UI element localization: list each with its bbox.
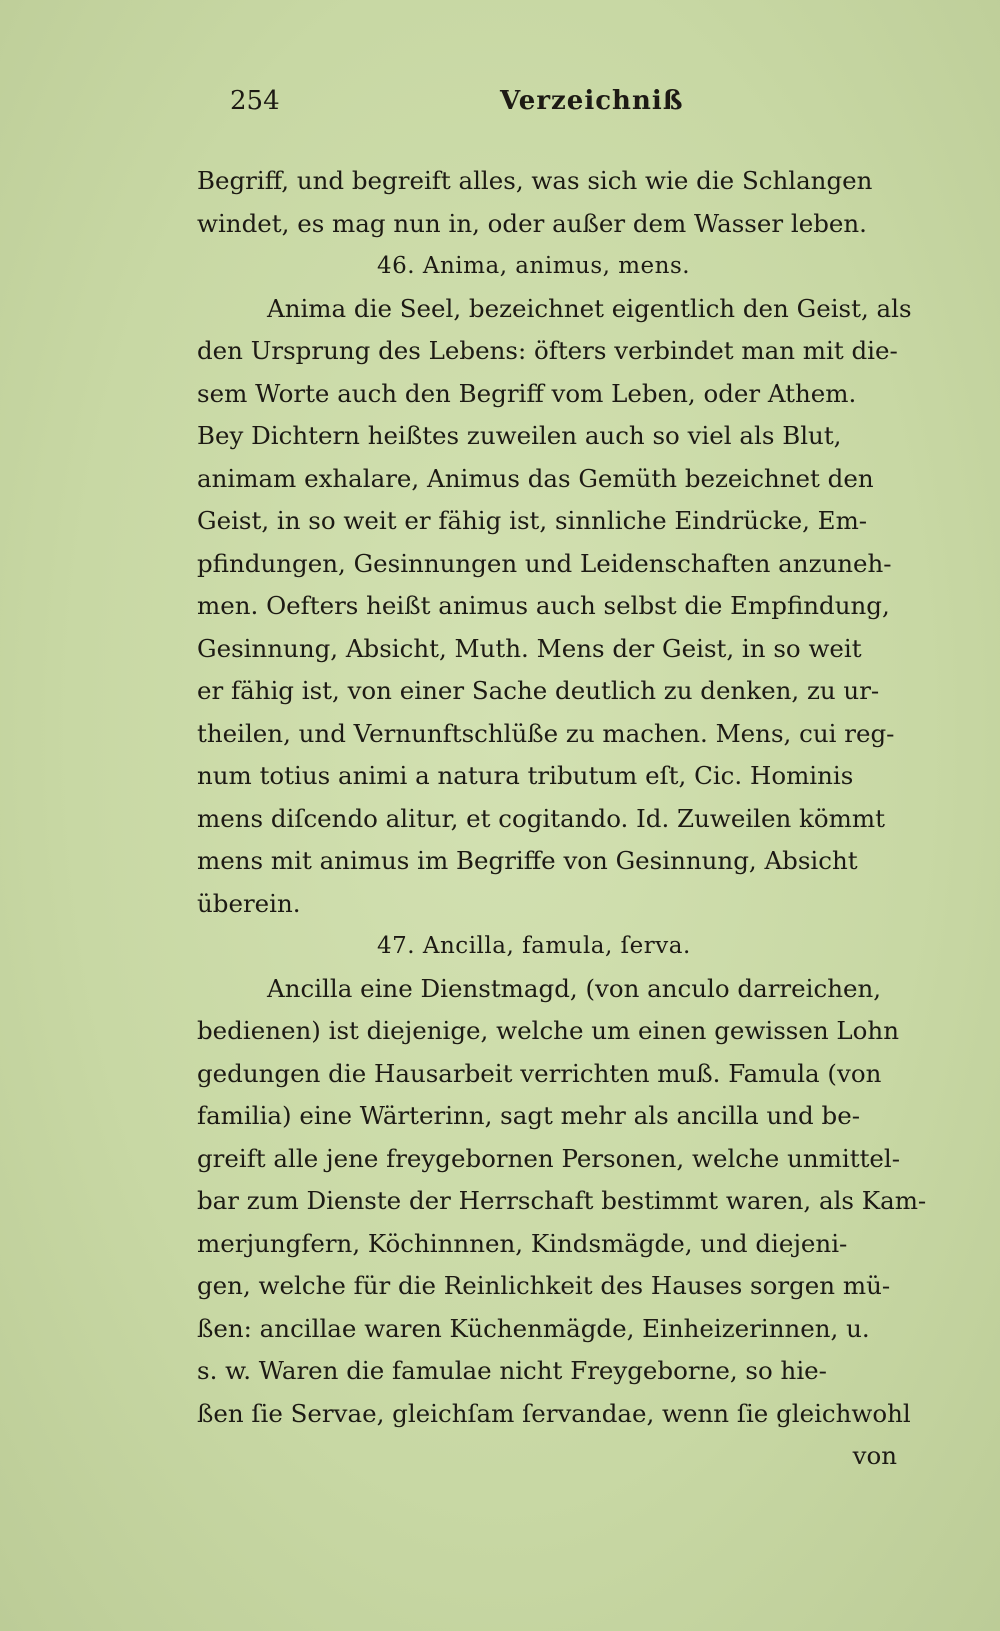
- text-line: er fähig ist, von einer Sache deutlich zu denken, zu ur-: [197, 676, 880, 705]
- text-line: Anima die Seel, bezeichnet eigentlich den Geist, als: [267, 293, 912, 323]
- text-line: gen, welche für die Reinlichkeit des Hauses sorgen mü-: [197, 1271, 891, 1300]
- text-line: men. Oefters heißt animus auch selbst die Empfindung,: [197, 591, 890, 620]
- page-number: 254: [230, 86, 280, 116]
- text-line: s. w. Waren die famulae nicht Freygeborne, so hie-: [197, 1356, 827, 1385]
- text-line: familia) eine Wärterinn, sagt mehr als ancilla und be-: [197, 1101, 860, 1130]
- text-body: [197, 160, 927, 1478]
- text-line: mens diſcendo alitur, et cogitando. Id. Zuweilen kömmt: [197, 803, 885, 833]
- running-title: Verzeichniß: [500, 86, 684, 116]
- text-line: animam exhalare, Animus das Gemüth bezeichnet den: [197, 463, 874, 493]
- text-line: Bey Dichtern heißtes zuweilen auch so viel als Blut,: [197, 421, 842, 450]
- text-line: Begriff, und begreift alles, was sich wie die Schlangen: [197, 166, 873, 195]
- text-line: num totius animi a natura tributum eſt, Cic. Hominis: [197, 761, 854, 790]
- text-line: Ancilla eine Dienstmagd, (von anculo darreichen,: [267, 973, 882, 1003]
- text-line: sem Worte auch den Begriff vom Leben, oder Athem.: [197, 378, 857, 408]
- text-line: merjungfern, Köchinnnen, Kindsmägde, und diejeni-: [197, 1228, 848, 1258]
- text-line: überein.: [197, 888, 301, 918]
- text-line: mens mit animus im Begriffe von Gesinnung, Absicht: [197, 846, 858, 875]
- text-line: theilen, und Vernunftschlüße zu machen. Mens, cui reg-: [197, 718, 895, 748]
- text-line: windet, es mag nun in, oder außer dem Wasser leben.: [197, 208, 867, 238]
- page-header: [230, 86, 880, 126]
- entry-heading: 47. Ancilla, famula, ſerva.: [377, 933, 691, 959]
- text-line: Geist, in so weit er fähig ist, sinnliche Eindrücke, Em-: [197, 506, 868, 535]
- text-line: gedungen die Hausarbeit verrichten muß. Famula (von: [197, 1058, 882, 1088]
- text-line: ßen: ancillae waren Küchenmägde, Einheizerinnen, u.: [197, 1313, 870, 1343]
- text-line: bar zum Dienste der Herrschaft bestimmt waren, als Kam-: [197, 1186, 927, 1215]
- text-line: greift alle jene freygebornen Personen, welche unmittel-: [197, 1143, 901, 1173]
- text-line: bedienen) ist diejenige, welche um einen gewissen Lohn: [197, 1016, 899, 1045]
- entry-heading: 46. Anima, animus, mens.: [377, 253, 691, 279]
- text-line: von: [852, 1441, 897, 1470]
- text-line: den Ursprung des Lebens: öfters verbindet man mit die-: [197, 336, 898, 365]
- text-line: pfindungen, Gesinnungen und Leidenschaften anzuneh-: [197, 548, 892, 578]
- text-line: ßen ſie Servae, gleichſam ſervandae, wenn ſie gleichwohl: [197, 1398, 911, 1428]
- text-line: Gesinnung, Absicht, Muth. Mens der Geist, in so weit: [197, 633, 862, 663]
